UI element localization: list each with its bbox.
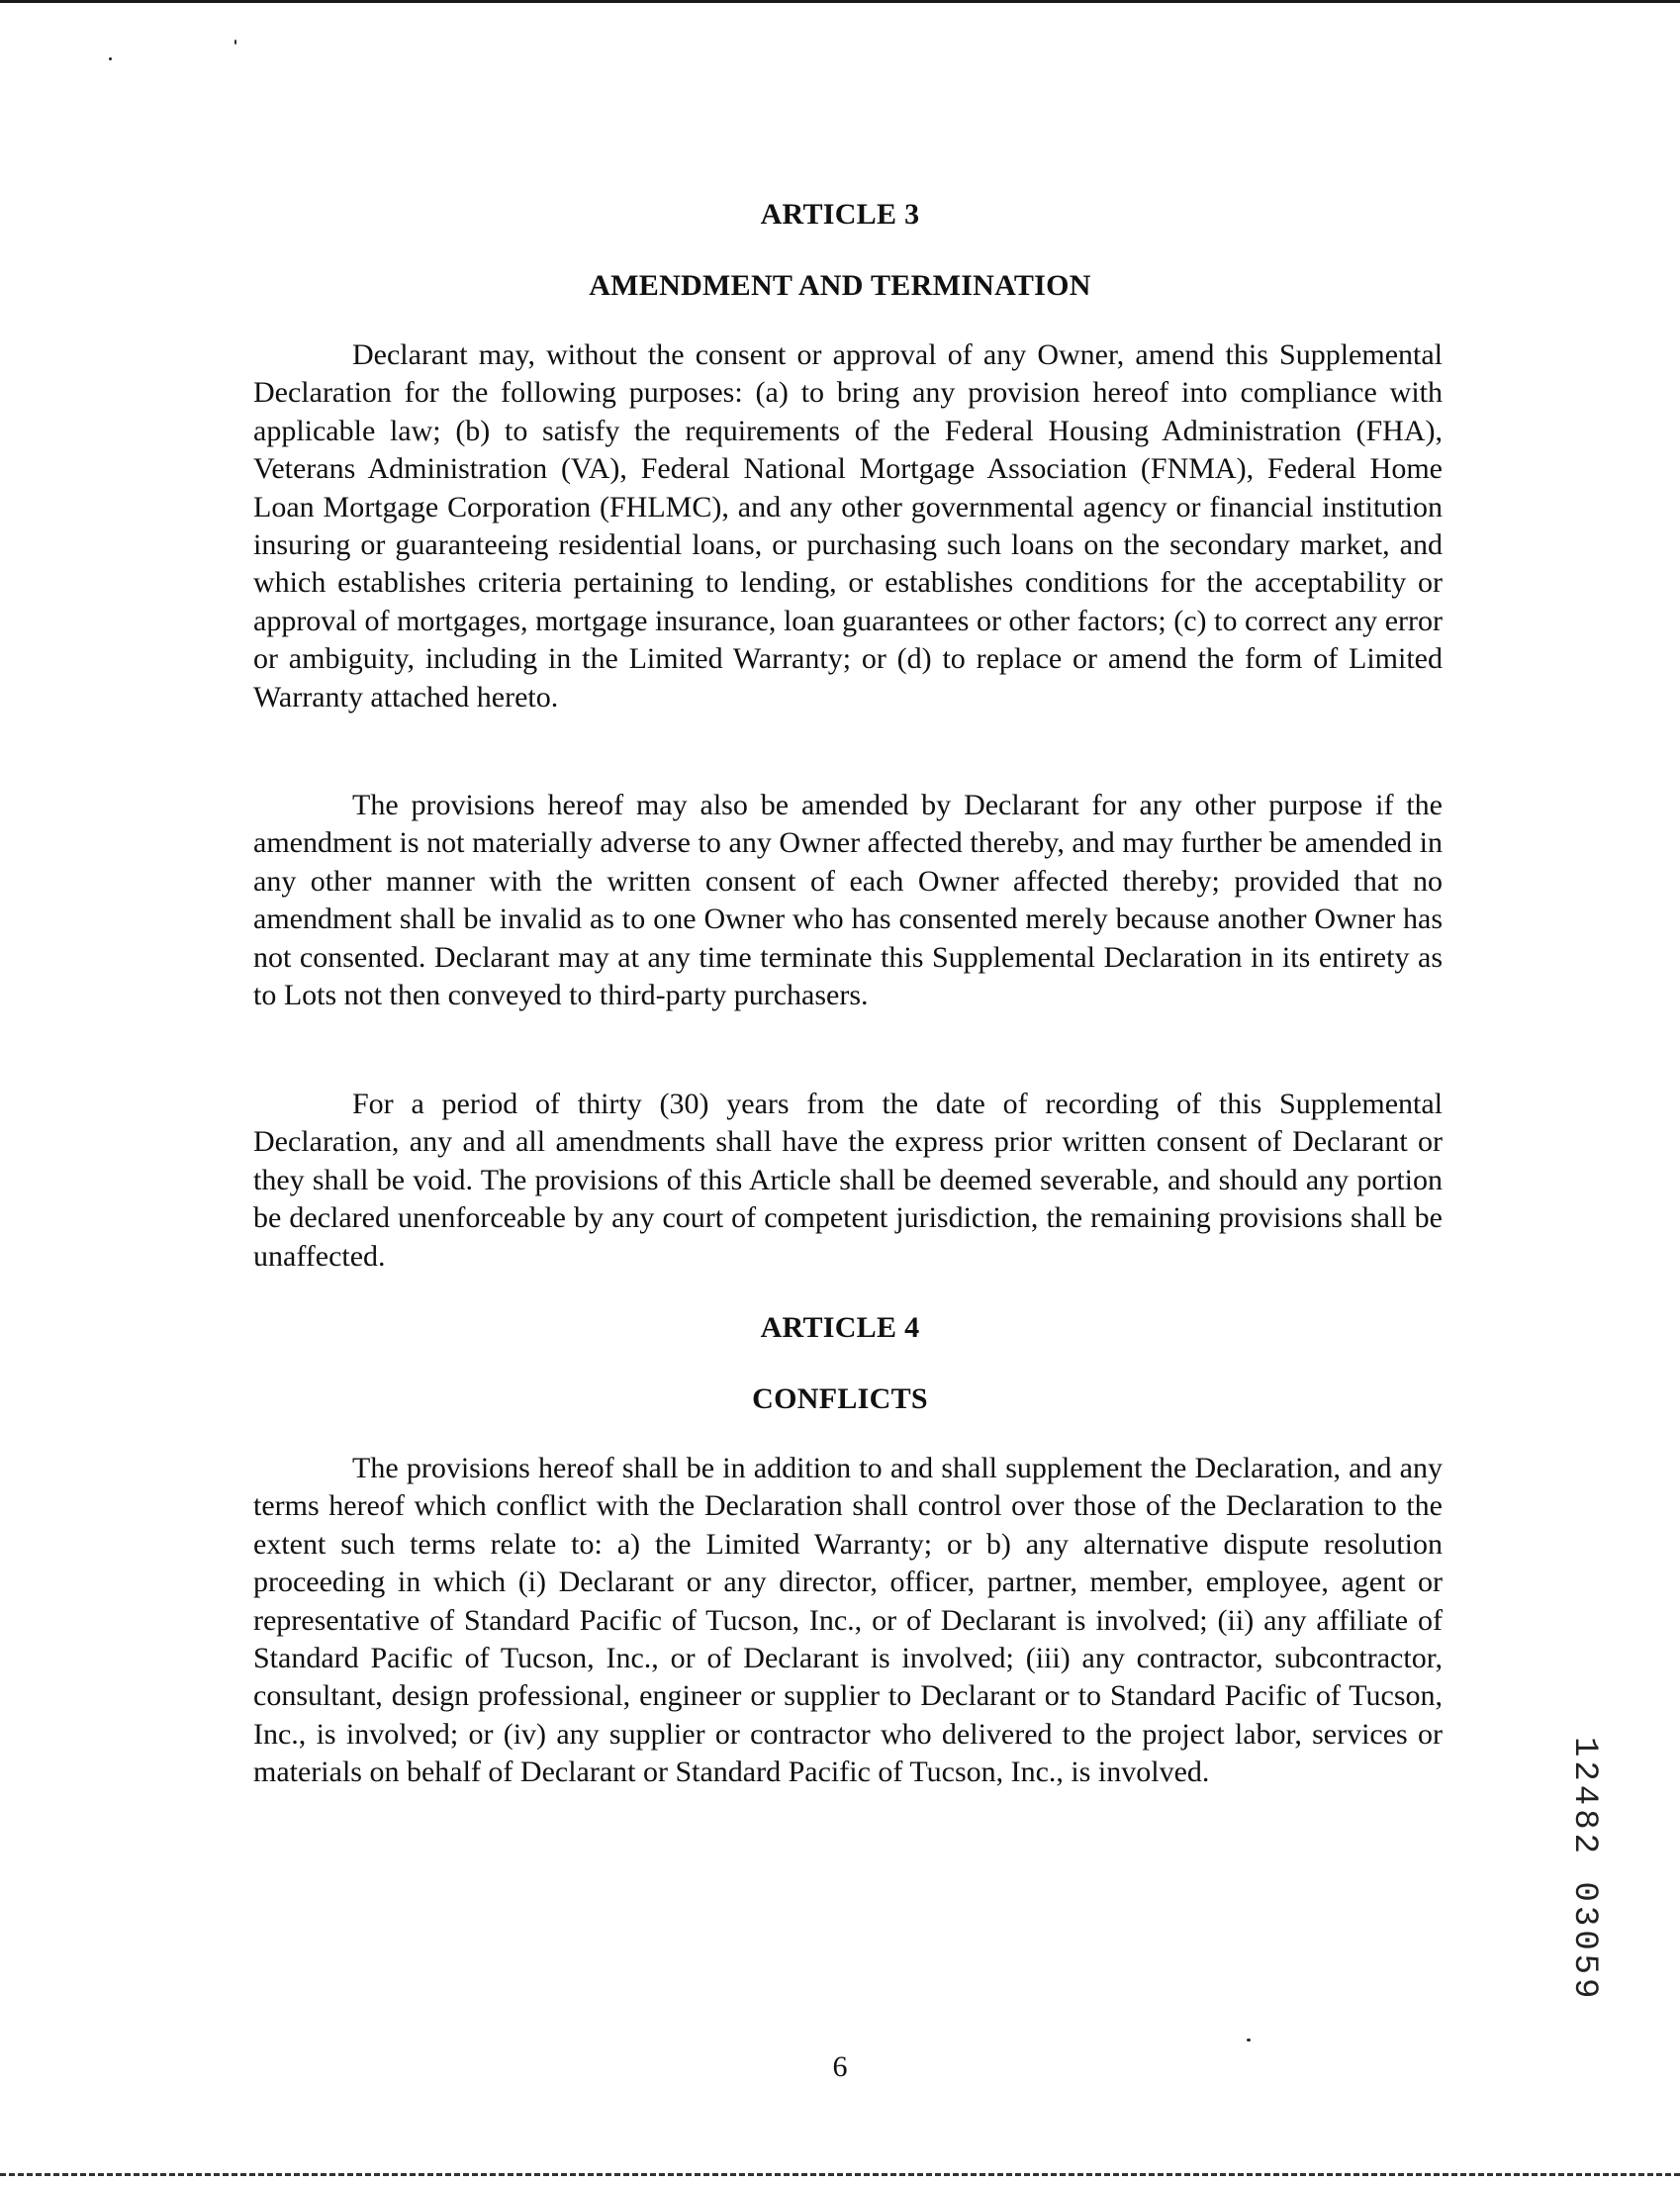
scan-speck <box>234 40 236 45</box>
scan-speck <box>1247 2039 1251 2042</box>
article-3-number: ARTICLE 3 <box>760 198 920 231</box>
article-3-paragraph-2: The provisions hereof may also be amended by Declarant for any other purpose if the amendment is not materially adverse to any Owner affected thereby, and may further be amended in any other manner with the written consent of each Owner affected thereby; provided that no amendment shall be invalid as to one Owner who has consented merely because another Owner has not consented. Declarant may at any time terminate this Supplemental Declaration in its entirety as to Lots not then conveyed to third-party purchasers. <box>253 789 1443 1012</box>
article-3-paragraph-3: For a period of thirty (30) years from the date of recording of this Supplemental Declaration, any and all amendments shall have the express prior written consent of Declarant or they shall be void. The provisions of this Article shall be deemed severable, and should any portion be declared unenforceable by any court of competent jurisdiction, the remaining provisions shall be unaffected. <box>253 1088 1443 1273</box>
article-3-title: AMENDMENT AND TERMINATION <box>589 269 1091 302</box>
article-4-title: CONFLICTS <box>752 1382 928 1415</box>
scan-speck <box>109 57 112 60</box>
scan-edge-bottom <box>0 2173 1680 2176</box>
scan-edge-top <box>0 0 1680 3</box>
article-4-paragraph-1: The provisions hereof shall be in addition to and shall supplement the Declaration, and any terms hereof which conflict with the Declaration shall control over those of the Declaration to the extent such terms relate to: a) the Limited Warranty; or b) any alternative dispute resolution proceeding in which (i) Declarant or any director, officer, partner, member, employee, agent or representative of Standard Pacific of Tucson, Inc., or of Declarant is involved; (ii) any affiliate of Standard Pacific of Tucson, Inc., or of Declarant is involved; (iii) any contractor, subcontractor, consultant, design professional, engineer or supplier to Declarant or to Standard Pacific of Tucson, Inc., is involved; or (iv) any supplier or contractor who delivered to the project labor, services or materials on behalf of Declarant or Standard Pacific of Tucson, Inc., is involved. <box>253 1452 1443 1789</box>
recording-number: 12482 03059 <box>1565 1737 1603 2003</box>
article-4-number: ARTICLE 4 <box>760 1311 920 1344</box>
page-number: 6 <box>832 2050 848 2083</box>
article-3-paragraph-1: Declarant may, without the consent or approval of any Owner, amend this Supplemental Declaration for the following purposes: (a) to bring any provision hereof into compliance with applicable law; (b) to satisfy the requirements of the Federal Housing Administration (FHA), Veterans Administration (VA), Federal National Mortgage Association (FNMA), Federal Home Loan Mortgage Corporation (FHLMC), and any other governmental agency or financial institution insuring or guaranteeing residential loans, or purchasing such loans on the secondary market, and which establishes criteria pertaining to lending, or establishes conditions for the acceptability or approval of mortgages, mortgage insurance, loan guarantees or other factors; (c) to correct any error or ambiguity, including in the Limited Warranty; or (d) to replace or amend the form of Limited Warranty attached hereto. <box>253 338 1443 713</box>
